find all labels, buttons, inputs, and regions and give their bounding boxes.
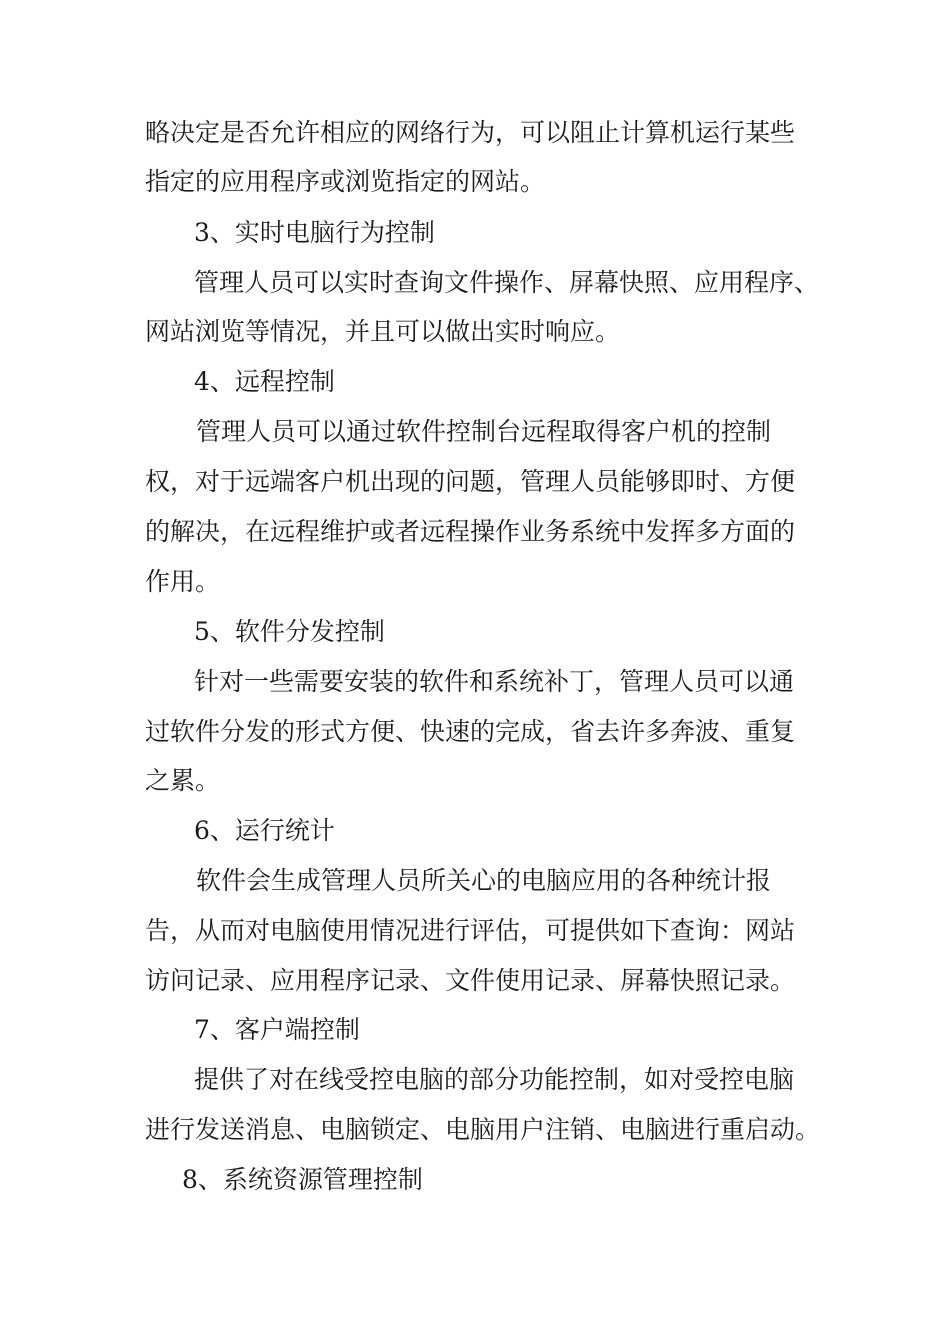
section-heading: 5、软件分发控制 [194, 617, 385, 646]
section-heading: 4、远程控制 [194, 367, 335, 396]
paragraph-line: 指定的应用程序或浏览指定的网站。 [145, 167, 546, 196]
paragraph-line: 过软件分发的形式方便、快速的完成，省去许多奔波、重复 [145, 717, 796, 746]
paragraph-line: 的解决，在远程维护或者远程操作业务系统中发挥多方面的 [145, 517, 796, 546]
section-heading: 3、实时电脑行为控制 [194, 218, 435, 247]
section-heading: 6、运行统计 [194, 816, 335, 845]
paragraph-line: 软件会生成管理人员所关心的电脑应用的各种统计报 [196, 866, 772, 895]
paragraph-line: 管理人员可以实时查询文件操作、屏幕快照、应用程序、 [194, 268, 820, 297]
paragraph-line: 管理人员可以通过软件控制台远程取得客户机的控制 [196, 417, 772, 446]
paragraph-line: 作用。 [145, 567, 221, 596]
paragraph-line: 权，对于远端客户机出现的问题，管理人员能够即时、方便 [145, 467, 796, 496]
paragraph-line: 进行发送消息、电脑锁定、电脑用户注销、电脑进行重启动。 [145, 1115, 821, 1144]
paragraph-line: 提供了对在线受控电脑的部分功能控制，如对受控电脑 [194, 1065, 795, 1094]
paragraph-line: 网站浏览等情况，并且可以做出实时响应。 [145, 317, 621, 346]
section-heading: 8、系统资源管理控制 [182, 1165, 423, 1194]
paragraph-line: 之累。 [145, 766, 221, 795]
paragraph-line: 略决定是否允许相应的网络行为，可以阻止计算机运行某些 [145, 118, 796, 147]
paragraph-line: 访问记录、应用程序记录、文件使用记录、屏幕快照记录。 [145, 966, 796, 995]
paragraph-line: 告，从而对电脑使用情况进行评估，可提供如下查询：网站 [145, 916, 796, 945]
paragraph-line: 针对一些需要安装的软件和系统补丁，管理人员可以通 [194, 667, 795, 696]
section-heading: 7、客户端控制 [194, 1015, 360, 1044]
